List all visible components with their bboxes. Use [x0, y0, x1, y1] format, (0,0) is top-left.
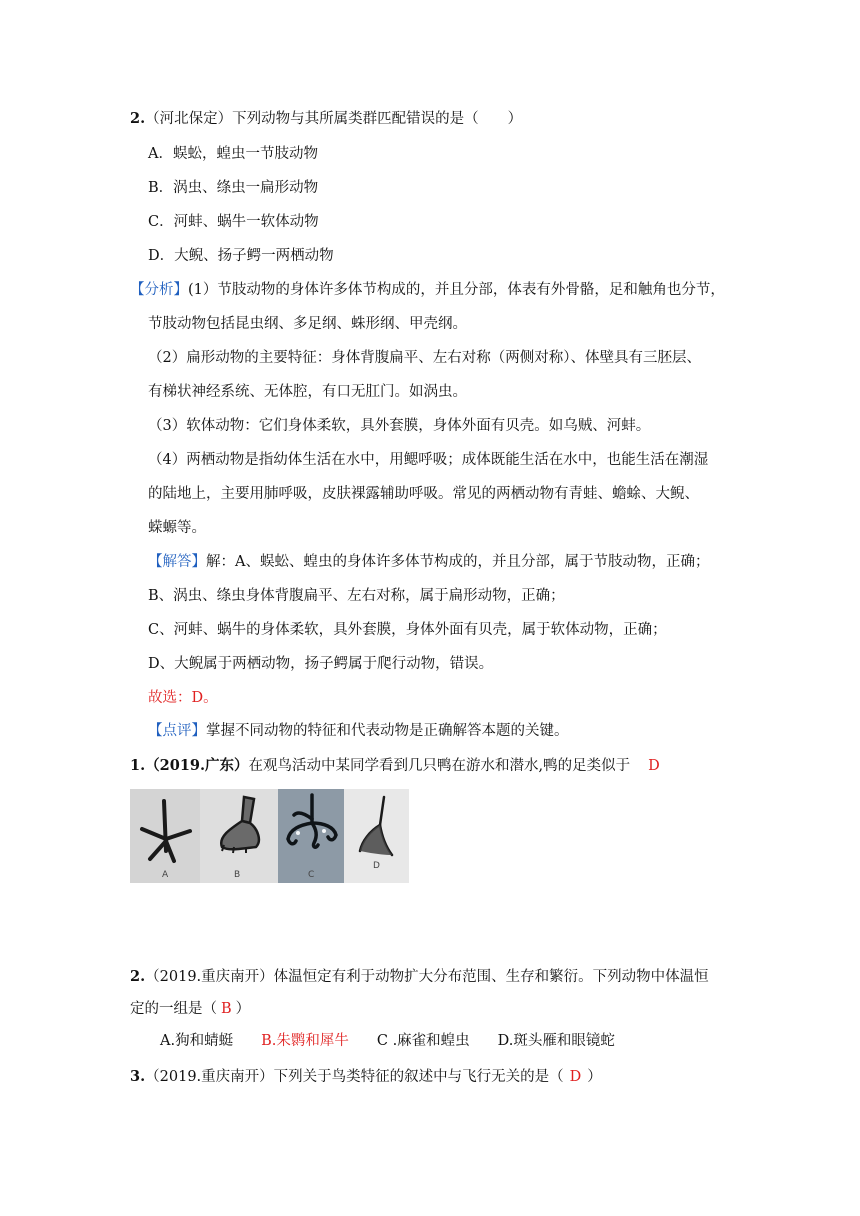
foot-image-d: [344, 789, 409, 883]
question-source: （2019.广东）: [145, 757, 249, 774]
question-answer: D: [569, 1069, 582, 1085]
answer-line-c: C、河蚌、蜗牛的身体柔软，具外套膜，身体外面有贝壳，属于软体动物，正确；: [148, 622, 667, 638]
option-a: A．蜈蚣，蝗虫一节肢动物: [148, 146, 318, 162]
question-stem: 在观鸟活动中某同学看到几只鸭在游水和潜水,鸭的足类似于: [248, 758, 631, 774]
foot-label-c: C: [308, 870, 315, 880]
analysis-tag: 【分析】: [130, 282, 188, 298]
question-2-hebei: [130, 109, 522, 129]
bird-feet-figure: [130, 789, 409, 883]
option-a: A.狗和蜻蜓: [160, 1033, 234, 1049]
option-d: D．大鲵、扬子鳄一两栖动物: [148, 248, 334, 264]
option-b: B.朱鹮和犀牛: [261, 1033, 349, 1049]
question-stem: （河北保定）下列动物与其所属类群匹配错误的是（ ）: [145, 111, 523, 127]
analysis-paragraph-4: （4）两栖动物是指幼体生活在水中，用鳃呼吸；成体既能生活在水中，也能生活在潮湿: [148, 452, 709, 468]
question-2-chongqing: [130, 967, 709, 987]
foot-image-a: [130, 789, 200, 883]
foot-image-b: [200, 789, 278, 883]
answer-choice: 故选：D。: [148, 690, 218, 706]
foot-label-a: A: [162, 870, 169, 880]
question-answer: D: [648, 758, 660, 774]
foot-image-c: [278, 789, 344, 883]
question-stem-close: ）: [235, 1001, 251, 1017]
analysis-paragraph-2-cont: 有梯状神经系统、无体腔，有口无肛门。如涡虫。: [148, 384, 467, 400]
question-number: 1.: [130, 757, 146, 774]
foot-label-d: D: [373, 861, 380, 871]
option-c: C．河蚌、蜗牛一软体动物: [148, 214, 319, 230]
answer-line-b: B、涡虫、绦虫身体背腹扁平、左右对称，属于扁形动物，正确；: [148, 588, 565, 604]
question-2-chongqing-options: [160, 1031, 615, 1051]
comment-text: 掌握不同动物的特征和代表动物是正确解答本题的关键。: [206, 723, 569, 739]
comment-line: [148, 721, 569, 741]
analysis-text: (1）节肢动物的身体许多体节构成的，并且分部，体表有外骨骼，足和触角也分节，: [188, 282, 725, 298]
answer-line-1: [148, 552, 709, 572]
analysis-paragraph-1: [130, 280, 725, 300]
question-answer: B: [221, 1001, 232, 1017]
question-stem-cont: 定的一组是（: [130, 1001, 217, 1017]
question-stem: （2019.重庆南开）体温恒定有利于动物扩大分布范围、生存和繁衍。下列动物中体温恒: [145, 969, 709, 985]
question-stem-close: ）: [587, 1069, 602, 1085]
answer-text: 解：A、蜈蚣、蝗虫的身体许多体节构成的，并且分部，属于节肢动物，正确；: [206, 554, 710, 570]
analysis-paragraph-4-end: 蝾螈等。: [148, 520, 206, 536]
question-number: 2.: [130, 968, 146, 985]
answer-tag: 【解答】: [148, 554, 206, 570]
answer-line-d: D、大鲵属于两栖动物，扬子鳄属于爬行动物，错误。: [148, 656, 494, 672]
question-2-chongqing-cont: [130, 999, 250, 1019]
question-number: 3.: [130, 1068, 146, 1085]
question-stem: （2019.重庆南开）下列关于鸟类特征的叙述中与飞行无关的是（: [145, 1069, 564, 1085]
analysis-paragraph-4-cont: 的陆地上，主要用肺呼吸，皮肤裸露辅助呼吸。常见的两栖动物有青蛙、蟾蜍、大鲵、: [148, 486, 699, 502]
option-c: C .麻雀和蝗虫: [376, 1033, 470, 1049]
question-3-chongqing: [130, 1067, 602, 1087]
analysis-paragraph-2: （2）扁形动物的主要特征：身体背腹扁平、左右对称（两侧对称）、体壁具有三胚层、: [148, 350, 701, 366]
question-1-guangdong: [130, 756, 660, 776]
analysis-paragraph-3: （3）软体动物：它们身体柔软，具外套膜，身体外面有贝壳。如乌贼、河蚌。: [148, 418, 651, 434]
comment-tag: 【点评】: [148, 723, 206, 739]
foot-label-b: B: [234, 870, 241, 880]
question-number: 2.: [130, 110, 146, 127]
option-d: D.斑头雁和眼镜蛇: [497, 1033, 615, 1049]
option-b: B．涡虫、绦虫一扁形动物: [148, 180, 319, 196]
analysis-paragraph-1-cont: 节肢动物包括昆虫纲、多足纲、蛛形纲、甲壳纲。: [148, 316, 467, 332]
